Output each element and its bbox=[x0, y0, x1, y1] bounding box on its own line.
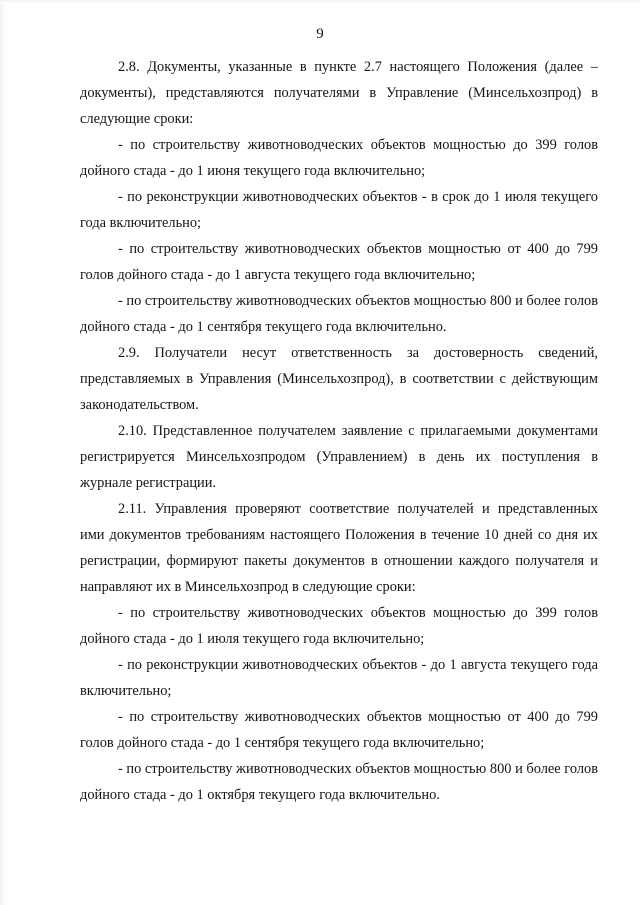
paragraph-2-11-item-1: - по строительству животноводческих объектов мощностью до 399 голов дойного стада - до 1 июля текущего года включительно; bbox=[80, 605, 598, 647]
scan-edge-top bbox=[0, 0, 640, 4]
paragraph-2-9: 2.9. Получатели несут ответственность за достоверность сведений, представляемых в Управления (Минсельхозпрод), в соответствии с действующим законодательством. bbox=[80, 345, 598, 413]
paragraph-2-11-item-2: - по реконструкции животноводческих объектов - до 1 августа текущего года включительно; bbox=[80, 657, 598, 699]
paragraph-2-8-item-2: - по реконструкции животноводческих объектов - в срок до 1 июля текущего года включительно; bbox=[80, 189, 598, 231]
paragraph-2-11-item-4: - по строительству животноводческих объектов мощностью 800 и более голов дойного стада - до 1 октября текущего года включительно. bbox=[80, 761, 598, 803]
paragraph-2-8-item-3: - по строительству животноводческих объектов мощностью от 400 до 799 голов дойного стада - до 1 августа текущего года включительно; bbox=[80, 241, 598, 283]
scan-edge-left bbox=[0, 0, 6, 905]
page-number: 9 bbox=[316, 26, 324, 42]
paragraph-2-8-item-1: - по строительству животноводческих объектов мощностью до 399 голов дойного стада - до 1 июня текущего года включительно; bbox=[80, 137, 598, 179]
paragraph-2-8: 2.8. Документы, указанные в пункте 2.7 настоящего Положения (далее – документы), представляются получателями в Управление (Минсельхозпрод) в следующие сроки: bbox=[80, 59, 598, 127]
paragraph-2-8-item-4: - по строительству животноводческих объектов мощностью 800 и более голов дойного стада - до 1 сентября текущего года включительно. bbox=[80, 293, 598, 335]
paragraph-2-11-item-3: - по строительству животноводческих объектов мощностью от 400 до 799 голов дойного стада - до 1 сентября текущего года включительно; bbox=[80, 709, 598, 751]
paragraph-2-10: 2.10. Представленное получателем заявление с прилагаемыми документами регистрируется Минсельхозпродом (Управлением) в день их поступления в журнале регистрации. bbox=[80, 423, 598, 491]
document-body bbox=[80, 54, 598, 808]
paragraph-2-11: 2.11. Управления проверяют соответствие получателей и представленных ими документов требованиям настоящего Положения в течение 10 дней со дня их регистрации, формируют пакеты документов в отношении каждого получателя и направляют их в Минсельхозпрод в следующие сроки: bbox=[80, 501, 598, 595]
